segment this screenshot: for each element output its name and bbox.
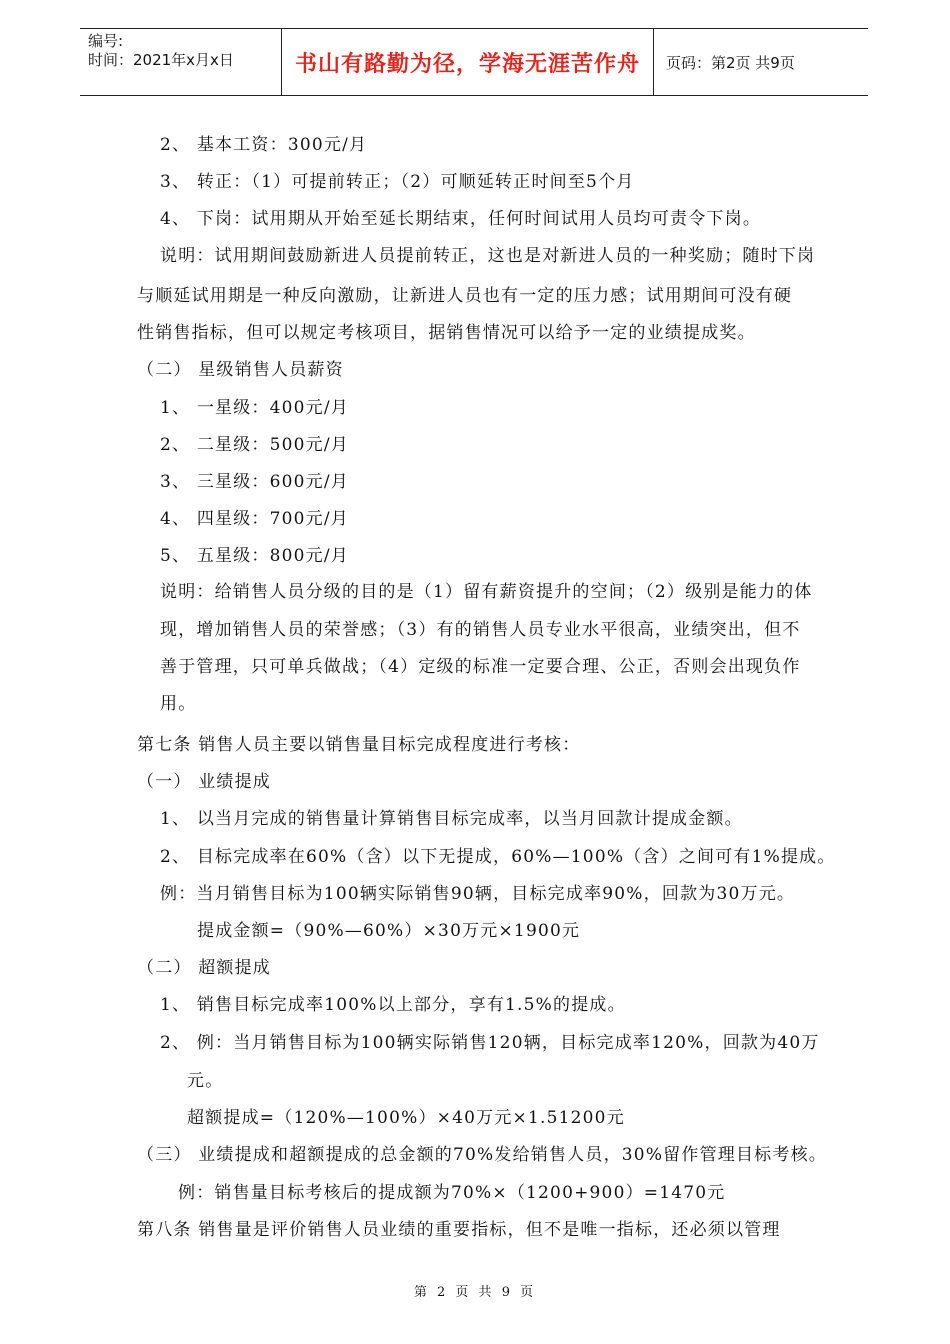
text-line: 1、 销售目标完成率100%以上部分，享有1.5%的提成。 <box>160 995 626 1015</box>
text-line: 4、 四星级：700元/月 <box>160 509 349 529</box>
text-line: 2、 二星级：500元/月 <box>160 435 349 455</box>
header-page-info: 页码：第2页 共9页 <box>666 53 795 72</box>
text-line: 4、 下岗：试用期从开始至延长期结束，任何时间试用人员均可责令下岗。 <box>160 209 762 229</box>
section-heading: （二） 星级销售人员薪资 <box>137 360 344 380</box>
text-line: 例：当月销售目标为100辆实际销售90辆，目标完成率90%，回款为30万元。 <box>160 884 796 904</box>
text-line: 2、 基本工资：300元/月 <box>160 135 368 155</box>
article-heading: 第七条 销售人员主要以销售量目标完成程度进行考核： <box>137 735 581 755</box>
text-line: 与顺延试用期是一种反向激励，让新进人员也有一定的压力感；试用期间可没有硬 <box>137 286 793 306</box>
page-header <box>80 28 868 96</box>
text-line: 善于管理，只可单兵做战；（4）定级的标准一定要合理、公正，否则会出现负作 <box>160 657 801 677</box>
text-line: 现，增加销售人员的荣誉感；（3）有的销售人员专业水平很高，业绩突出，但不 <box>160 620 801 640</box>
text-line: 3、 三星级：600元/月 <box>160 472 349 492</box>
article-heading: 第八条 销售量是评价销售人员业绩的重要指标，但不是唯一指标，还必须以管理 <box>137 1220 781 1240</box>
section-heading: （一） 业绩提成 <box>137 772 272 792</box>
text-line: 性销售指标，但可以规定考核项目，据销售情况可以给予一定的业绩提成奖。 <box>137 323 756 343</box>
header-motto: 书山有路勤为径，学海无涯苦作舟 <box>281 29 654 95</box>
text-line: 2、 目标完成率在60%（含）以下无提成，60%—100%（含）之间可有1%提成。 <box>160 847 836 867</box>
doc-time-label: 时间：2021年x月x日 <box>88 51 234 69</box>
section-heading: （二） 超额提成 <box>137 958 272 978</box>
formula-line: 超额提成=（120%—100%）×40万元×1.51200元 <box>187 1108 625 1128</box>
header-meta <box>80 29 281 95</box>
text-line: 3、 转正：（1）可提前转正；（2）可顺延转正时间至5个月 <box>160 172 635 192</box>
text-line: 说明：给销售人员分级的目的是（1）留有薪资提升的空间；（2）级别是能力的体 <box>160 582 813 602</box>
formula-line: 例：销售量目标考核后的提成额为70%×（1200+900）=1470元 <box>178 1183 726 1203</box>
text-line: 说明：试用期间鼓励新进人员提前转正，这也是对新进人员的一种奖励；随时下岗 <box>160 246 816 266</box>
text-line: 用。 <box>160 694 197 714</box>
text-line: 元。 <box>187 1071 224 1091</box>
section-heading: （三） 业绩提成和超额提成的总金额的70%发给销售人员，30%留作管理目标考核。 <box>137 1145 827 1165</box>
formula-line: 提成金额=（90%—60%）×30万元×1900元 <box>197 921 581 941</box>
text-line: 1、 以当月完成的销售量计算销售目标完成率，以当月回款计提成金额。 <box>160 809 743 829</box>
doc-code-label: 编号: <box>88 32 124 50</box>
text-line: 5、 五星级：800元/月 <box>160 546 349 566</box>
page-footer: 第 2 页 共 9 页 <box>413 1285 537 1300</box>
text-line: 2、 例：当月销售目标为100辆实际销售120辆，目标完成率120%，回款为40万 <box>160 1033 820 1053</box>
text-line: 1、 一星级：400元/月 <box>160 398 349 418</box>
